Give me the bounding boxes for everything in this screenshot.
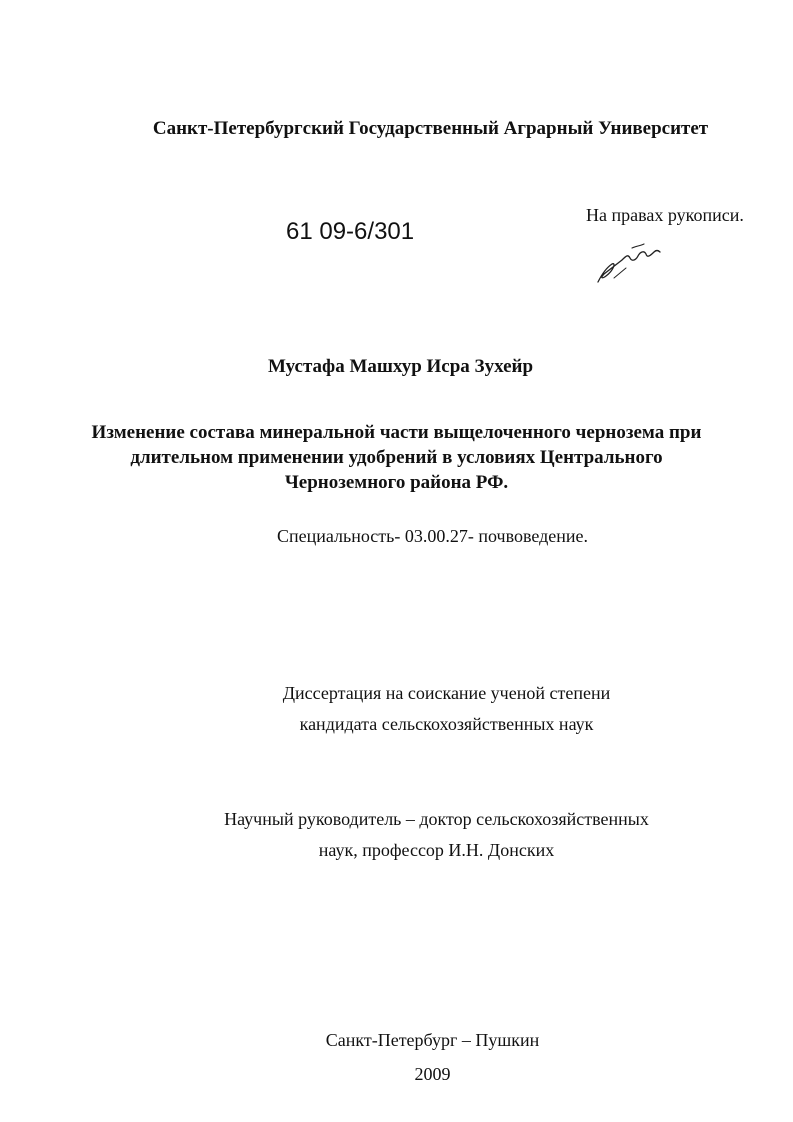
author-name: Мустафа Машхур Исра Зухейр xyxy=(267,356,534,377)
title-line: Черноземного района РФ. xyxy=(284,472,509,493)
degree-line: Диссертация на соискание ученой степени xyxy=(282,683,611,703)
degree-line: кандидата сельскохозяйственных наук xyxy=(299,714,594,734)
title-line: длительном применении удобрений в условиях Центрального xyxy=(130,447,663,468)
rights-note: На правах рукописи. xyxy=(586,205,744,225)
title-line: Изменение состава минеральной части выщелоченного чернозема при xyxy=(91,422,702,443)
degree-statement xyxy=(50,678,793,740)
specialty: Специальность- 03.00.27- почвоведение. xyxy=(276,526,588,546)
signature-icon xyxy=(592,238,672,288)
archive-code: 61 09-6/301 xyxy=(286,218,415,245)
city: Санкт-Петербург – Пушкин xyxy=(325,1030,540,1050)
advisor-line: наук, профессор И.Н. Донских xyxy=(318,840,555,860)
scientific-advisor xyxy=(40,804,793,866)
advisor-line: Научный руководитель – доктор сельскохозяйственных xyxy=(224,809,649,829)
university-name: Санкт-Петербургский Государственный Аграрный Университет xyxy=(152,118,709,139)
year: 2009 xyxy=(414,1064,451,1084)
dissertation-title xyxy=(0,420,793,495)
